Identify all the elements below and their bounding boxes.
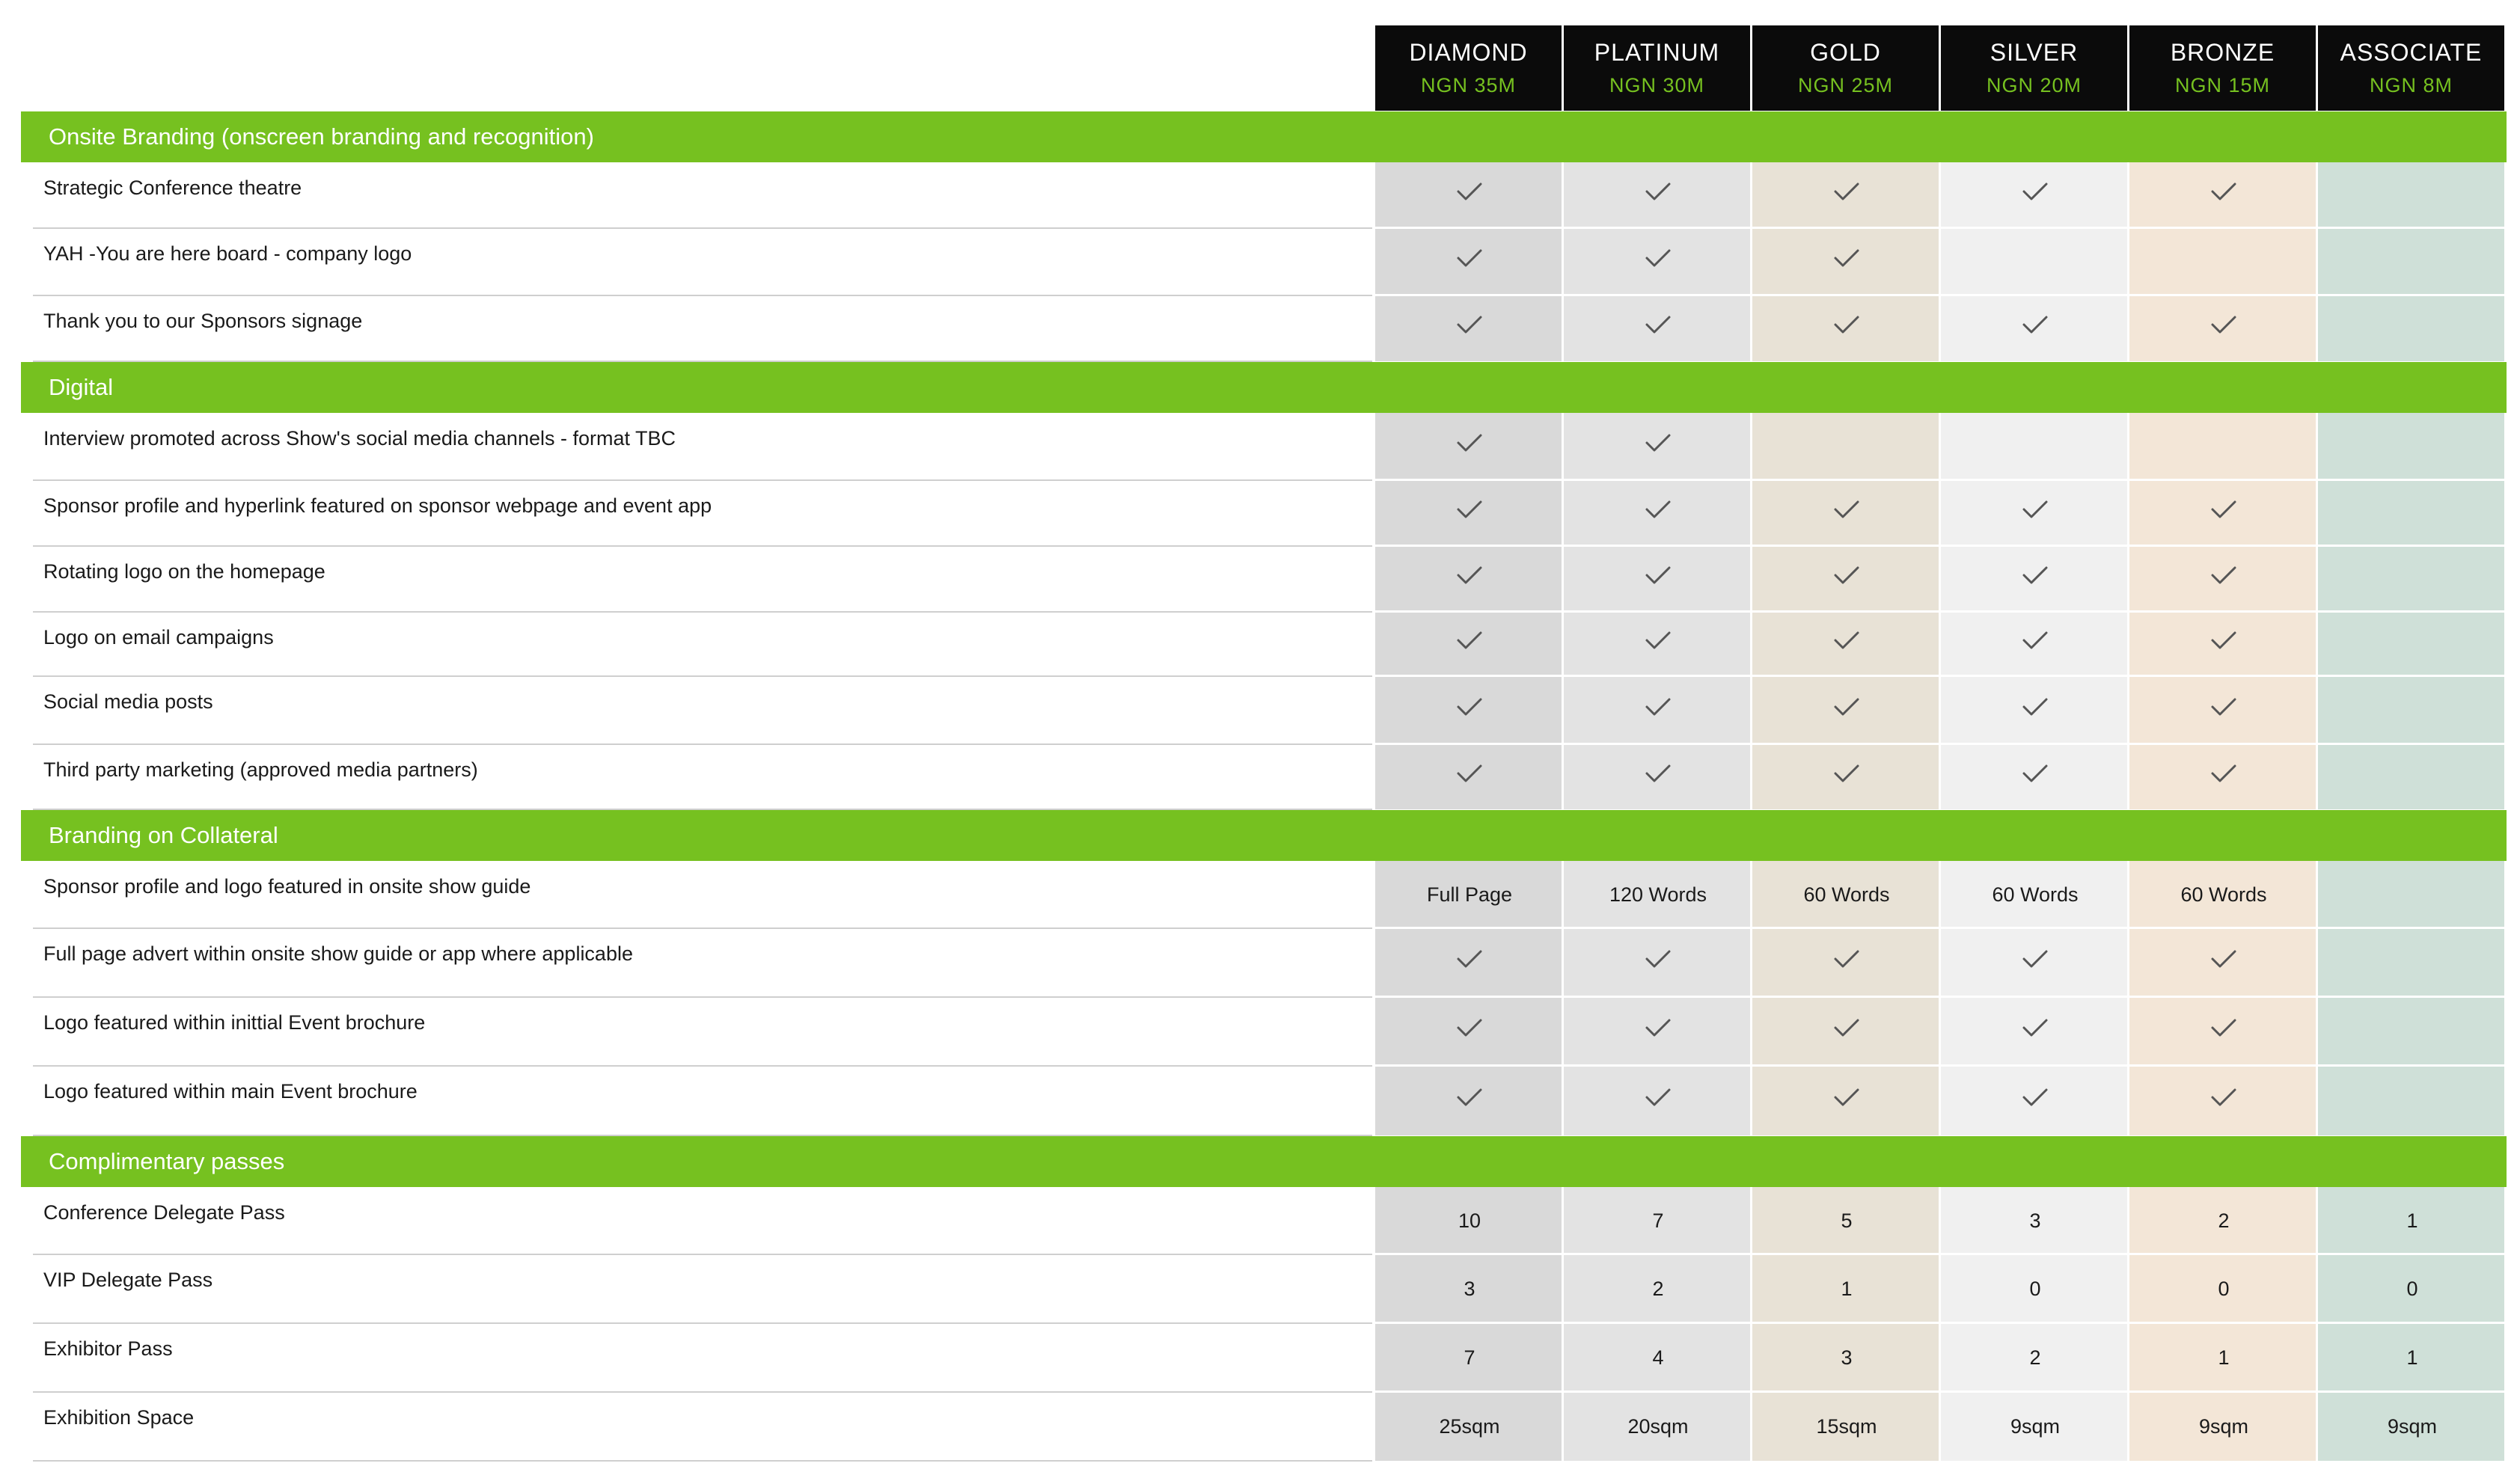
tier-price: NGN 20M [1986, 74, 2082, 96]
check-icon [2209, 1086, 2239, 1109]
row-label: Third party marketing (approved media partners) [43, 758, 478, 781]
row-divider [33, 675, 1372, 677]
check-cell [1941, 676, 2129, 744]
check-icon [1643, 762, 1673, 785]
check-cell [2129, 295, 2318, 361]
tier-price: NGN 8M [2369, 74, 2453, 96]
check-cell [2129, 744, 2318, 809]
section-header: Digital [21, 362, 2507, 413]
tier-header-diamond [1375, 25, 1564, 111]
check-icon [1455, 1086, 1484, 1109]
row-divider [33, 996, 1372, 998]
check-cell [1564, 676, 1752, 744]
check-icon [1832, 1017, 1862, 1039]
row-label: Social media posts [43, 690, 213, 713]
row-label: Full page advert within onsite show guide or app where applicable [43, 942, 633, 965]
check-cell [2129, 928, 2318, 997]
row-label: Sponsor profile and hyperlink featured on sponsor webpage and event app [43, 494, 712, 517]
check-cell [1941, 162, 2129, 228]
value-cell: 10 [1458, 1209, 1481, 1232]
row-label: Exhibitor Pass [43, 1337, 173, 1360]
check-cell [1941, 928, 2129, 997]
check-icon [1455, 432, 1484, 454]
value-cell: 5 [1841, 1209, 1853, 1232]
tier-header-gold [1752, 25, 1941, 111]
check-cell [1564, 744, 1752, 809]
check-icon [1832, 564, 1862, 586]
check-icon [1643, 629, 1673, 651]
check-cell [1564, 1066, 1752, 1135]
value-cell: 1 [2406, 1346, 2418, 1369]
check-icon [2209, 180, 2239, 203]
value-cell: 0 [2406, 1277, 2418, 1300]
value-cell: 7 [1652, 1209, 1664, 1232]
check-icon [2020, 180, 2050, 203]
check-icon [1832, 629, 1862, 651]
check-icon [1832, 498, 1862, 521]
value-cell: 2 [2218, 1209, 2230, 1232]
tier-name: SILVER [1990, 39, 2079, 66]
check-cell [1564, 162, 1752, 228]
check-icon [2209, 313, 2239, 336]
check-cell [2129, 612, 2318, 676]
row-divider [33, 1254, 1372, 1255]
check-icon [1832, 696, 1862, 718]
check-cell [1752, 295, 1941, 361]
row-divider [33, 1065, 1372, 1067]
tier-column-band [2318, 162, 2507, 361]
check-cell [1752, 228, 1941, 295]
check-cell [1564, 612, 1752, 676]
value-cell: 60 Words [2180, 883, 2267, 906]
check-cell [1375, 295, 1564, 361]
check-icon [2209, 498, 2239, 521]
check-cell [1375, 928, 1564, 997]
check-cell [1564, 546, 1752, 612]
check-cell [2129, 676, 2318, 744]
check-icon [1455, 696, 1484, 718]
check-icon [2020, 1017, 2050, 1039]
value-cell: 20sqm [1627, 1414, 1689, 1438]
check-cell [2129, 1066, 2318, 1135]
value-cell: 120 Words [1609, 883, 1707, 906]
row-divider [33, 227, 1372, 229]
row-divider [33, 611, 1372, 613]
row-label: Rotating logo on the homepage [43, 560, 325, 583]
tier-name: PLATINUM [1594, 39, 1720, 66]
check-cell [1752, 676, 1941, 744]
row-divider [33, 295, 1372, 296]
check-icon [1832, 762, 1862, 785]
value-cell: 60 Words [1803, 883, 1890, 906]
tier-header-associate [2318, 25, 2507, 111]
check-icon [1643, 1017, 1673, 1039]
check-icon [2020, 564, 2050, 586]
check-icon [1455, 948, 1484, 970]
check-cell [1375, 228, 1564, 295]
check-icon [1643, 247, 1673, 269]
value-cell: 1 [1841, 1277, 1853, 1300]
check-icon [2020, 1086, 2050, 1109]
value-cell: 3 [1841, 1346, 1853, 1369]
check-cell [1375, 480, 1564, 546]
row-divider [33, 1460, 1372, 1462]
row-label: Sponsor profile and logo featured in onsite show guide [43, 875, 531, 898]
row-divider [33, 479, 1372, 481]
check-icon [1643, 1086, 1673, 1109]
check-cell [1752, 997, 1941, 1066]
check-cell [1375, 997, 1564, 1066]
section-header: Onsite Branding (onscreen branding and recognition) [21, 111, 2507, 162]
row-label: Logo featured within inittial Event brochure [43, 1011, 426, 1034]
value-cell: 4 [1652, 1346, 1664, 1369]
row-label: Interview promoted across Show's social media channels - format TBC [43, 427, 676, 450]
tier-header-platinum [1564, 25, 1752, 111]
row-divider [33, 1322, 1372, 1324]
check-icon [1455, 762, 1484, 785]
check-icon [1643, 180, 1673, 203]
check-icon [2209, 696, 2239, 718]
value-cell: 25sqm [1439, 1414, 1500, 1438]
row-label: Strategic Conference theatre [43, 177, 302, 199]
check-cell [1564, 413, 1752, 480]
check-icon [1455, 498, 1484, 521]
value-cell: 9sqm [2198, 1414, 2249, 1438]
row-label: Logo on email campaigns [43, 626, 274, 648]
check-cell [1752, 928, 1941, 997]
check-icon [1455, 180, 1484, 203]
check-cell [1375, 162, 1564, 228]
value-cell: 0 [2218, 1277, 2230, 1300]
check-cell [2129, 162, 2318, 228]
check-icon [2209, 1017, 2239, 1039]
check-icon [1832, 247, 1862, 269]
check-cell [1752, 744, 1941, 809]
check-icon [2020, 762, 2050, 785]
row-divider [33, 927, 1372, 929]
check-cell [1941, 612, 2129, 676]
check-icon [2020, 498, 2050, 521]
tier-price: NGN 25M [1797, 74, 1894, 96]
row-label: VIP Delegate Pass [43, 1269, 213, 1291]
check-icon [2020, 629, 2050, 651]
check-icon [2209, 762, 2239, 785]
tier-name: BRONZE [2170, 39, 2275, 66]
tier-header-bronze [2129, 25, 2318, 111]
value-cell: 3 [2029, 1209, 2041, 1232]
check-cell [1752, 480, 1941, 546]
value-cell: 2 [1652, 1277, 1664, 1300]
check-icon [1832, 1086, 1862, 1109]
value-cell: 60 Words [1992, 883, 2079, 906]
value-cell: 3 [1464, 1277, 1475, 1300]
tier-price: NGN 30M [1609, 74, 1705, 96]
row-label: Conference Delegate Pass [43, 1201, 285, 1224]
row-divider [33, 743, 1372, 745]
row-label: Thank you to our Sponsors signage [43, 310, 363, 332]
check-cell [2129, 480, 2318, 546]
value-cell: 0 [2029, 1277, 2041, 1300]
row-divider [33, 1391, 1372, 1393]
check-icon [1832, 948, 1862, 970]
check-icon [1643, 313, 1673, 336]
tier-name: DIAMOND [1409, 39, 1528, 66]
check-cell [2129, 997, 2318, 1066]
value-cell: 15sqm [1816, 1414, 1877, 1438]
tier-price: NGN 15M [2174, 74, 2271, 96]
check-cell [1564, 228, 1752, 295]
check-cell [1941, 1066, 2129, 1135]
check-cell [1752, 612, 1941, 676]
tier-name: ASSOCIATE [2340, 39, 2483, 66]
value-cell: 1 [2218, 1346, 2230, 1369]
value-cell: 1 [2406, 1209, 2418, 1232]
check-icon [2209, 629, 2239, 651]
check-icon [1455, 313, 1484, 336]
row-label: Exhibition Space [43, 1406, 195, 1429]
value-cell: 2 [2029, 1346, 2041, 1369]
check-icon [1643, 696, 1673, 718]
value-cell: 9sqm [2387, 1414, 2438, 1438]
value-cell: 9sqm [2010, 1414, 2061, 1438]
check-cell [1375, 744, 1564, 809]
tier-column-band [2318, 861, 2507, 1135]
check-cell [1564, 928, 1752, 997]
check-icon [1455, 1017, 1484, 1039]
check-cell [1941, 480, 2129, 546]
section-header: Complimentary passes [21, 1136, 2507, 1187]
check-icon [1455, 564, 1484, 586]
check-cell [1375, 612, 1564, 676]
check-icon [1832, 180, 1862, 203]
check-cell [1941, 997, 2129, 1066]
tier-price: NGN 35M [1420, 74, 1517, 96]
tier-name: GOLD [1810, 39, 1881, 66]
row-divider [33, 545, 1372, 547]
check-cell [1375, 676, 1564, 744]
check-cell [1375, 546, 1564, 612]
check-cell [1564, 295, 1752, 361]
check-cell [1941, 295, 2129, 361]
check-cell [1752, 1066, 1941, 1135]
check-icon [1832, 313, 1862, 336]
section-header: Branding on Collateral [21, 810, 2507, 861]
check-cell [1752, 546, 1941, 612]
check-icon [2020, 313, 2050, 336]
check-icon [1643, 564, 1673, 586]
check-cell [2129, 546, 2318, 612]
check-icon [2020, 948, 2050, 970]
check-cell [1564, 997, 1752, 1066]
check-icon [1643, 948, 1673, 970]
check-icon [1455, 629, 1484, 651]
check-cell [1375, 1066, 1564, 1135]
row-label: Logo featured within main Event brochure [43, 1080, 418, 1103]
check-cell [1941, 546, 2129, 612]
check-cell [1564, 480, 1752, 546]
row-label: YAH -You are here board - company logo [43, 242, 412, 265]
check-icon [1643, 432, 1673, 454]
check-cell [1752, 162, 1941, 228]
tier-header-silver [1941, 25, 2129, 111]
check-icon [2209, 564, 2239, 586]
check-icon [2020, 696, 2050, 718]
check-icon [1455, 247, 1484, 269]
check-icon [1643, 498, 1673, 521]
check-cell [1941, 744, 2129, 809]
check-icon [2209, 948, 2239, 970]
value-cell: Full Page [1426, 883, 1513, 906]
value-cell: 7 [1464, 1346, 1475, 1369]
check-cell [1375, 413, 1564, 480]
